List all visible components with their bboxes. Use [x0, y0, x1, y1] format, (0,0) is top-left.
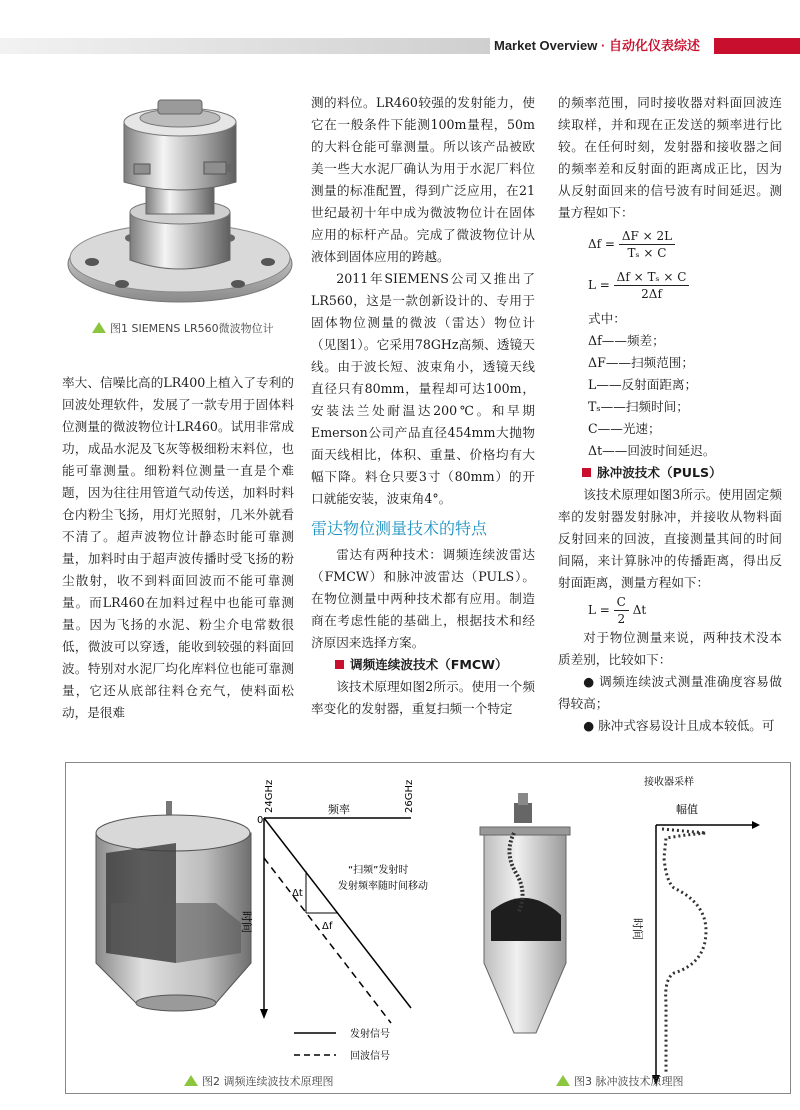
fmcw-freq-end-label: 26GHz: [404, 779, 415, 813]
formula-delta-f: [558, 228, 782, 261]
formula-1-lhs: Δf =: [588, 237, 615, 251]
formula-1-fraction: [619, 228, 675, 261]
subheading-puls-text: 脉冲波技术（PULS）: [597, 465, 722, 480]
pulse-silo-illustration: [461, 793, 570, 1033]
bullet-item: ● 脉冲式容易设计且成本较低。可: [583, 718, 775, 733]
caption-triangle-icon: [92, 322, 106, 333]
header-separator: ·: [600, 38, 606, 53]
figure-3-caption-text: 图3 脉冲波技术原理图: [574, 1075, 684, 1088]
column-3-paragraph-1: 的频率范围，同时接收器对料面回波连续取样，并和现在正发送的频率进行比较。在任何时刻，发射器和接收器之间的频率差和反射面的距离成正比，因为从反射面回来的信号波有时间延迟。测量方程如下：: [558, 95, 782, 220]
column-2-paragraph-2: 2011年SIEMENS公司又推出了LR560，这是一款创新设计的、专用于固体物位测量的微波（雷达）物位计（见图1）。它采用78GHz高频、透镜天线。由于波长短、波束角小，透镜天线直径只有80mm，量程却可达100m，安装法兰处耐温达200℃。和早期Emerson公司产品直径454mm大抛物面天线相比，体积、重量、价格均有大幅下降。料仓只要3寸（80mm）的开口就能安装，波束角4°。: [311, 271, 535, 506]
formula-3-rhs: Δt: [632, 603, 647, 617]
pulse-chart: [631, 775, 760, 1085]
caption-triangle-icon: [184, 1075, 198, 1086]
column-3: [558, 92, 782, 737]
header-title: [494, 38, 700, 54]
fmcw-note-line-1: “扫频”发射时: [348, 865, 409, 876]
figure-3-caption: [556, 1073, 684, 1089]
fmcw-origin-label: 0: [257, 815, 264, 826]
formula-2-numerator: Δf × Tₛ × C: [614, 269, 690, 286]
fmcw-freq-start-label: 24GHz: [264, 779, 275, 813]
fmcw-tank-illustration: [96, 801, 251, 1011]
radar-level-meter-illustration: [62, 92, 302, 312]
column-2: [311, 92, 535, 720]
formula-1-denominator: Tₛ × C: [627, 246, 667, 260]
formula-distance-puls: [558, 594, 782, 627]
fmcw-dt-label: Δt: [292, 888, 303, 899]
subheading-puls: [558, 462, 782, 484]
pulse-time-label: 时间: [631, 918, 644, 940]
pulse-echo-curve: [662, 829, 706, 1073]
subheading-fmcw: [311, 654, 535, 676]
formula-distance-fmcw: [558, 269, 782, 302]
caption-triangle-icon: [556, 1075, 570, 1086]
fmcw-note-line-2: 发射频率随时间移动: [338, 881, 428, 892]
column-1: [62, 372, 294, 724]
formula-1-numerator: ΔF × 2L: [619, 228, 675, 245]
column-1-paragraph: 率大、信噪比高的LR400上植入了专利的回波处理软件，发展了一款专用于固体料位测量的微波物位计LR460。试用非常成功，成品水泥及飞灰等极细粉末料位，也能可靠测量。细粉料位测量一直是个难题，因为往往用管道气动传送，加料时料仓内粉尘飞扬，用灯光照射，几米外就看不清了。超声波物位计静态时能可靠测量，加料时由于超声波传播时受飞扬的粉尘散射，收不到料面回波而不能可靠测量。而LR460在加料过程中也能可靠测量。因为飞扬的水泥、粉尘介电常数很低，微波可以穿透，能收到较强的料面回波。特别对水泥厂均化库料位也能可靠测量，它还从底部往料仓充气，使料面松动，是很难: [62, 375, 294, 720]
formula-3-denominator: 2: [617, 612, 626, 626]
fmcw-df-label: Δf: [322, 921, 333, 932]
definition-item: ΔF——扫频范围；: [588, 355, 694, 370]
figure-1-caption: [92, 320, 274, 336]
column-2-paragraph-4: 该技术原理如图2所示。使用一个频率变化的发射器，重复扫频一个特定: [311, 679, 535, 716]
red-square-icon: [582, 468, 591, 477]
figure-1-caption-text: 图1 SIEMENS LR560微波物位计: [110, 322, 274, 335]
definition-item: Δf——频差；: [588, 333, 665, 348]
formula-2-denominator: 2Δf: [641, 287, 662, 301]
bullet-item: ● 调频连续波式测量准确度容易做得较高；: [558, 674, 782, 711]
pulse-receiver-label: 接收器采样: [644, 777, 694, 788]
header-gray-band: [0, 38, 490, 54]
column-3-paragraph-2: 该技术原理如图3所示。使用固定频率的发射器发射脉冲，并接收从物料面反射回来的回波，直接测量其间的时间间隔，来计算脉冲的传播距离，得出反射面距离，测量方程如下：: [558, 487, 782, 590]
header-section-cn: 自动化仪表综述: [608, 38, 700, 53]
fmcw-time-label: 时间: [240, 911, 253, 933]
principle-diagrams: [66, 763, 790, 1093]
formula-3-numerator: C: [614, 594, 629, 611]
section-heading: 雷达物位测量技术的特点: [311, 519, 488, 538]
definition-item: Tₛ——扫频时间；: [588, 399, 689, 414]
fmcw-frequency-label: 频率: [328, 803, 350, 816]
red-square-icon: [335, 660, 344, 669]
column-2-paragraph-1: 测的料位。LR460较强的发射能力，使它在一般条件下能测100m量程，50m的大料仓能可靠测量。所以该产品被欧美一些大水泥厂确认为用于水泥厂料位测量的标准配置，得到广泛应用，在21世纪最初十年中成为微波物位计在固体应用的标杆产品。完成了微波物位计从液体到固体应用的跨越。: [311, 95, 535, 264]
figure-2-caption-text: 图2 调频连续波技术原理图: [202, 1075, 334, 1088]
header-section-en: Market Overview: [494, 38, 598, 53]
definition-item: L——反射面距离；: [588, 377, 698, 392]
column-2-paragraph-3: 雷达有两种技术：调频连续波雷达（FMCW）和脉冲波雷达（PULS）。在物位测量中两种技术都有应用。制造商在考虑性能的基础上，根据技术和经济原因来选择方案。: [311, 547, 535, 650]
pulse-amplitude-label: 幅值: [676, 803, 698, 816]
definition-item: Δt——回波时间延迟。: [588, 443, 716, 458]
where-label: 式中：: [588, 311, 626, 326]
legend-transmit-label: 发射信号: [350, 1029, 390, 1040]
figure-1: [62, 92, 302, 335]
page-header: [0, 38, 800, 54]
formula-3-lhs: L =: [588, 603, 610, 617]
figures-2-3-box: [65, 762, 791, 1094]
definition-item: C——光速；: [588, 421, 661, 436]
column-3-paragraph-3: 对于物位测量来说，两种技术没本质差别，比较如下：: [558, 630, 782, 667]
formula-2-lhs: L =: [588, 278, 610, 292]
formula-2-fraction: [614, 269, 690, 302]
subheading-fmcw-text: 调频连续波技术（FMCW）: [350, 657, 508, 672]
header-red-block: [714, 38, 800, 54]
legend-echo-label: 回波信号: [350, 1051, 390, 1062]
formula-3-fraction: [614, 594, 629, 627]
figure-2-caption: [184, 1073, 334, 1089]
fmcw-chart: [240, 780, 428, 1062]
